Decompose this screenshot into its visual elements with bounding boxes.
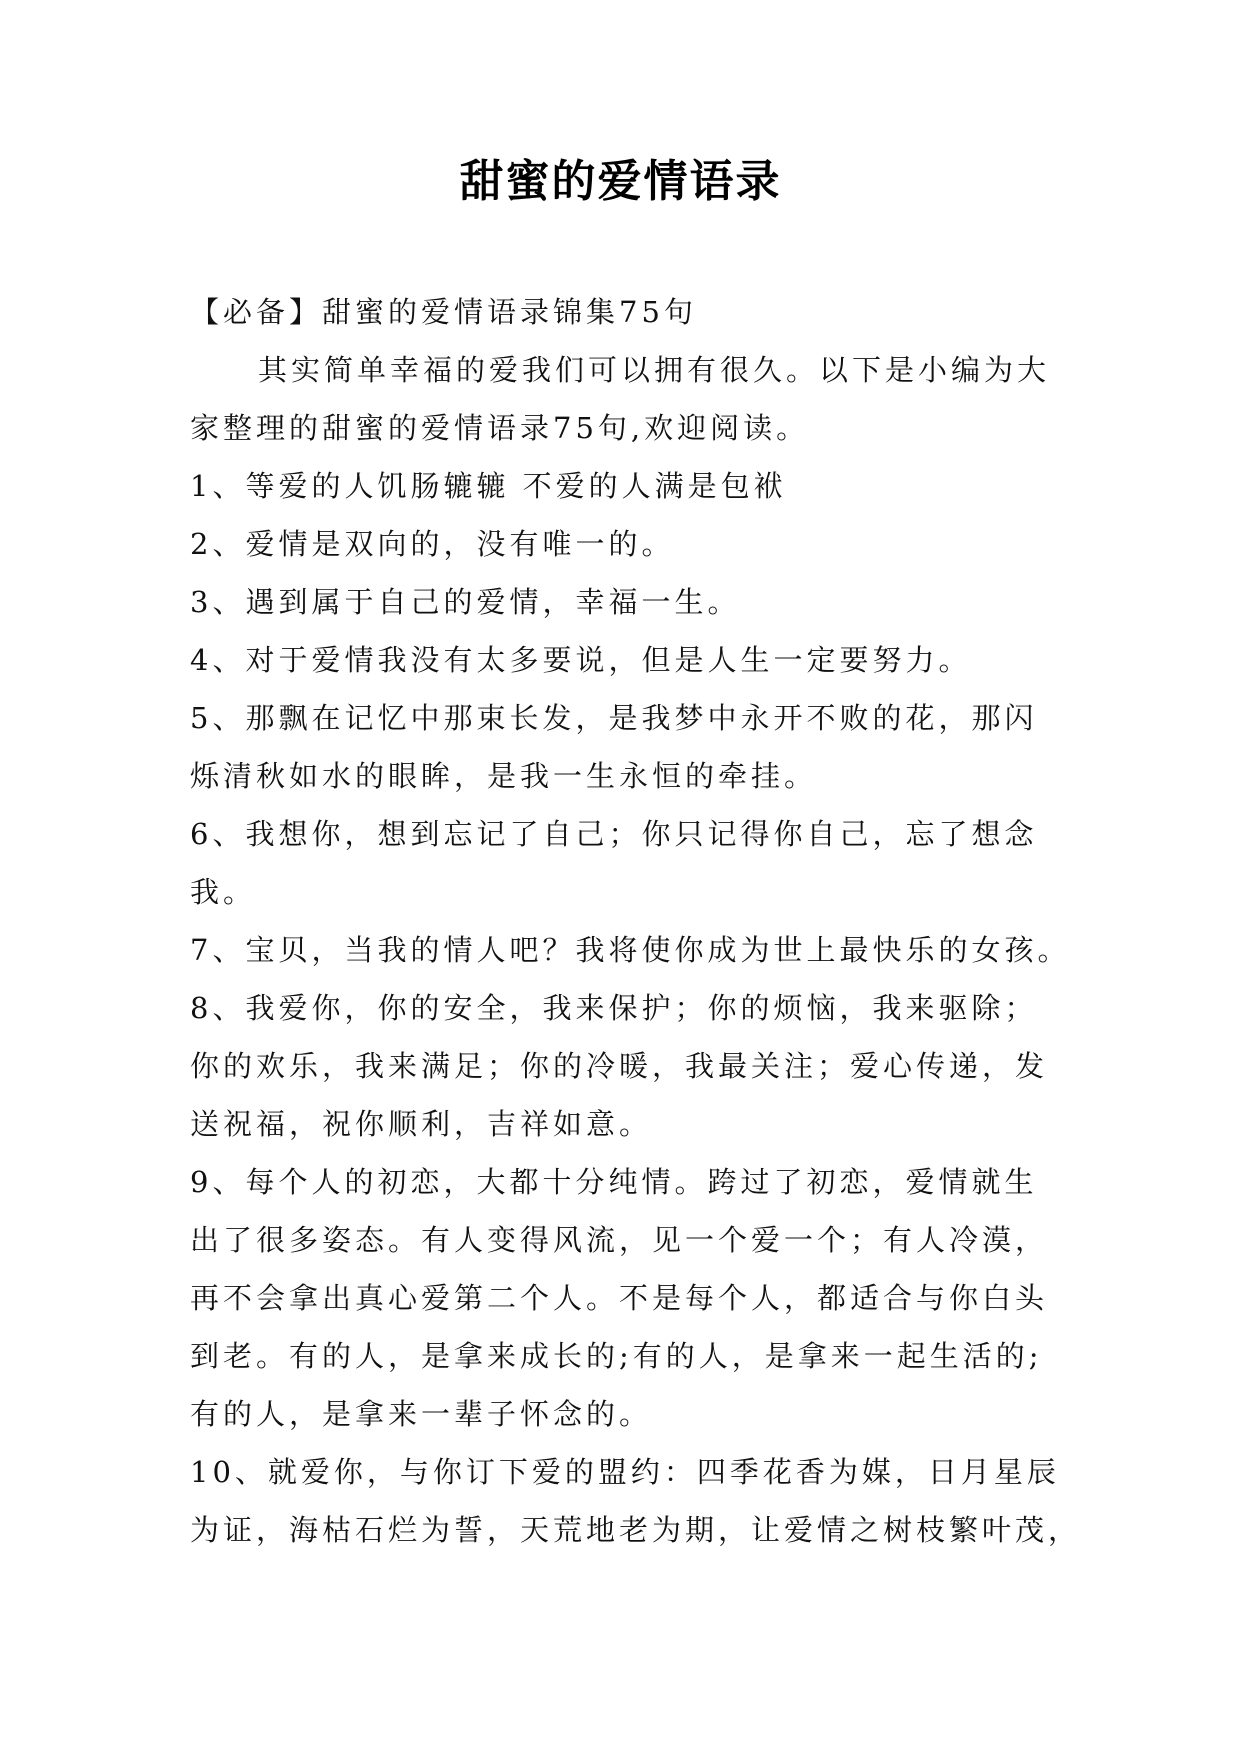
quote-line: 到老。有的人，是拿来成长的;有的人，是拿来一起生活的; — [190, 1339, 1043, 1373]
quote-line: 为证，海枯石烂为誓，天荒地老为期，让爱情之树枝繁叶茂， — [190, 1513, 1082, 1547]
quote-line: 送祝福，祝你顺利，吉祥如意。 — [190, 1107, 653, 1141]
quote-line: 4、对于爱情我没有太多要说，但是人生一定要努力。 — [190, 643, 972, 677]
quote-line: 烁清秋如水的眼眸，是我一生永恒的牵挂。 — [190, 759, 818, 793]
quote-line: 有的人，是拿来一辈子怀念的。 — [190, 1397, 653, 1431]
quote-line: 再不会拿出真心爱第二个人。不是每个人，都适合与你白头 — [190, 1281, 1049, 1315]
quote-line: 3、遇到属于自己的爱情，幸福一生。 — [190, 585, 741, 619]
intro-line: 家整理的甜蜜的爱情语录75句,欢迎阅读。 — [190, 411, 810, 445]
quote-line: 出了很多姿态。有人变得风流，见一个爱一个；有人冷漠， — [190, 1223, 1049, 1257]
quote-line: 8、我爱你，你的安全，我来保护；你的烦恼，我来驱除； — [190, 991, 1038, 1025]
quote-line: 你的欢乐，我来满足；你的冷暖，我最关注；爱心传递，发 — [190, 1049, 1049, 1083]
quote-line: 2、爱情是双向的，没有唯一的。 — [190, 527, 675, 561]
intro-line: 其实简单幸福的爱我们可以拥有很久。以下是小编为大 — [258, 353, 1051, 387]
quote-line: 1、等爱的人饥肠辘辘 不爱的人满是包袱 — [190, 469, 787, 503]
quote-line: 9、每个人的初恋，大都十分纯情。跨过了初恋，爱情就生 — [190, 1165, 1038, 1199]
quote-line: 6、我想你，想到忘记了自己；你只记得你自己，忘了想念 — [190, 817, 1038, 851]
document-body — [190, 283, 1082, 1559]
quote-line: 7、宝贝，当我的情人吧？我将使你成为世上最快乐的女孩。 — [190, 933, 1071, 967]
quote-line: 5、那飘在记忆中那束长发，是我梦中永开不败的花，那闪 — [190, 701, 1038, 735]
document-title: 甜蜜的爱情语录 — [459, 156, 782, 207]
subtitle-line: 【必备】甜蜜的爱情语录锦集75句 — [190, 295, 697, 329]
quote-line: 10、就爱你，与你订下爱的盟约：四季花香为媒，日月星辰 — [190, 1455, 1060, 1489]
quote-line: 我。 — [190, 875, 257, 909]
